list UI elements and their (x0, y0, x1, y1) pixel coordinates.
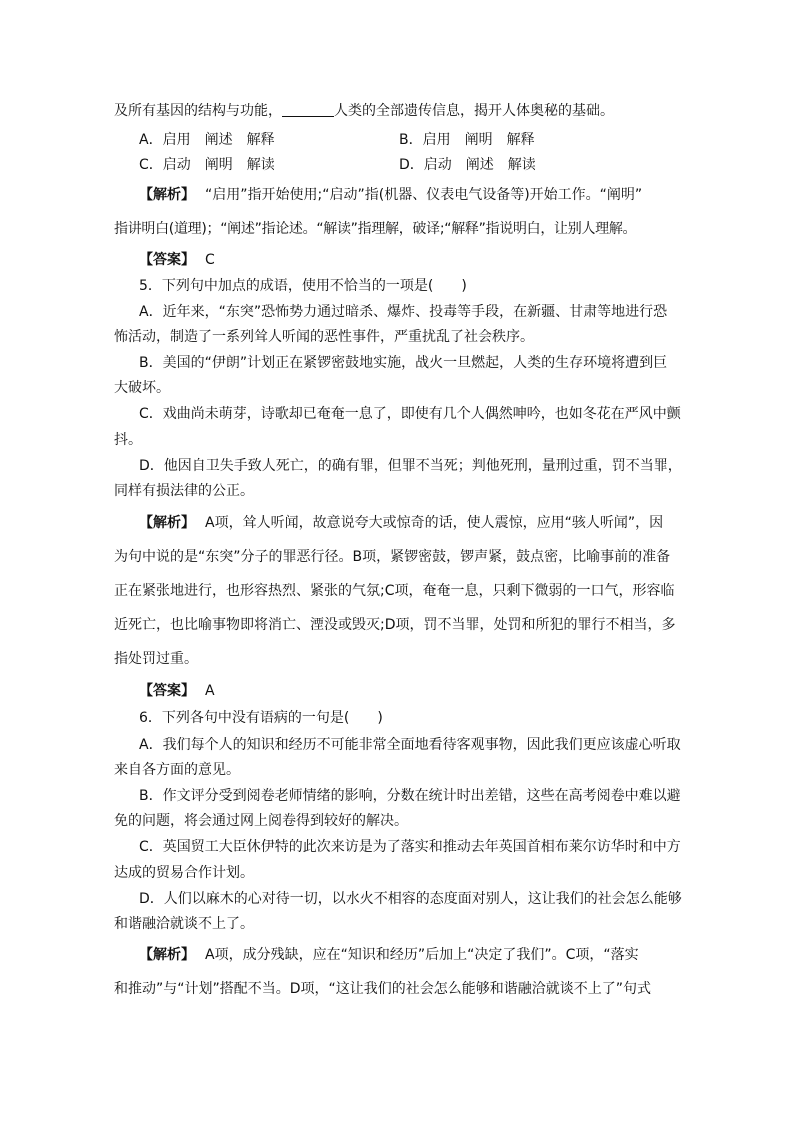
q5-option-b: B．美国的“伊朗”计划正在紧锣密鼓地实施，战火一旦燃起，人类的生存环境将遭到巨 (139, 355, 668, 371)
q5-option-d-cont: 同样有损法律的公正。 (114, 483, 254, 499)
q5-option-c: C．戏曲尚未萌芽，诗歌却已奄奄一息了，即使有几个人偶然呻吟，也如冬花在严风中颤 (139, 406, 681, 422)
q4-option-c: C．启动 阐明 解读 (139, 157, 275, 173)
q6-stem: 6．下列各句中没有语病的一句是( ) (139, 710, 383, 726)
q5-option-c-cont: 抖。 (114, 432, 142, 448)
q5-analysis-cont4: 指处罚过重。 (114, 651, 198, 667)
q5-option-d: D．他因自卫失手致人死亡，的确有罪，但罪不当死；判他死刑，量刑过重，罚不当罪， (139, 458, 682, 474)
q6-option-a: A．我们每个人的知识和经历不可能非常全面地看待客观事物，因此我们更应该虚心听取 (139, 737, 681, 753)
fill-blank (282, 102, 334, 117)
q6-option-c: C．英国贸工大臣休伊特的此次来访是为了落实和推动去年英国首相布莱尔访华时和中方 (139, 839, 681, 855)
q6-option-b: B．作文评分受到阅卷老师情绪的影响，分数在统计时出差错，这些在高考阅卷中难以避 (139, 788, 681, 804)
q4-answer: 【答案】 C (139, 252, 215, 268)
q6-option-a-cont: 来自各方面的意见。 (114, 762, 240, 778)
q5-answer: 【答案】 A (139, 683, 215, 699)
q5-stem: 5．下列句中加点的成语，使用不恰当的一项是( ) (139, 278, 467, 294)
q6-analysis: 【解析】 A项，成分残缺，应在“知识和经历”后加上“决定了我们”。C项，“落实 (139, 947, 639, 963)
q4-option-b: B．启用 阐明 解释 (399, 132, 535, 148)
q6-analysis-cont: 和推动”与“计划”搭配不当。D项，“这让我们的社会怎么能够和谐融洽就谈不上了”句式 (114, 981, 652, 997)
q5-option-a-cont: 怖活动，制造了一系列耸人听闻的恶性事件，严重扰乱了社会秩序。 (114, 329, 534, 345)
q6-option-d-cont: 和谐融洽就谈不上了。 (114, 916, 254, 932)
q4-analysis: 【解析】 “启用”指开始使用;“启动”指(机器、仪表电气设备等)开始工作。“阐明” (139, 187, 643, 203)
q5-analysis: 【解析】 A项，耸人听闻，故意说夸大或惊奇的话，使人震惊，应用“骇人听闻”，因 (139, 515, 664, 531)
q4-analysis-cont: 指讲明白(道理)；“阐述”指论述。“解读”指理解，破译;“解释”指说明白，让别人理解。 (114, 221, 637, 237)
q5-analysis-cont1: 为句中说的是“东突”分子的罪恶行径。B项，紧锣密鼓，锣声紧，鼓点密，比喻事前的准备 (114, 549, 671, 565)
q5-option-b-cont: 大破坏。 (114, 380, 170, 396)
q4-option-d: D．启动 阐述 解读 (399, 157, 536, 173)
q6-option-c-cont: 达成的贸易合作计划。 (114, 865, 254, 881)
q4-option-a: A．启用 阐述 解释 (139, 132, 275, 148)
q6-option-b-cont: 免的问题，将会通过网上阅卷得到较好的解决。 (114, 813, 408, 829)
q5-analysis-cont3: 近死亡，也比喻事物即将消亡、湮没或毁灭;D项，罚不当罪，处罚和所犯的罪行不相当，多 (114, 617, 676, 633)
q5-option-a: A．近年来，“东突”恐怖势力通过暗杀、爆炸、投毒等手段，在新疆、甘肃等地进行恐 (139, 304, 668, 320)
q4-options-row1 (139, 130, 275, 150)
q6-option-d: D．人们以麻木的心对待一切，以水火不相容的态度面对别人，这让我们的社会怎么能够 (139, 891, 682, 907)
q4-stem: 及所有基因的结构与功能， 人类的全部遗传信息，揭开人体奥秘的基础。 (114, 103, 614, 119)
q5-analysis-cont2: 正在紧张地进行，也形容热烈、紧张的气氛;C项，奄奄一息，只剩下微弱的一口气，形容临 (114, 583, 675, 599)
